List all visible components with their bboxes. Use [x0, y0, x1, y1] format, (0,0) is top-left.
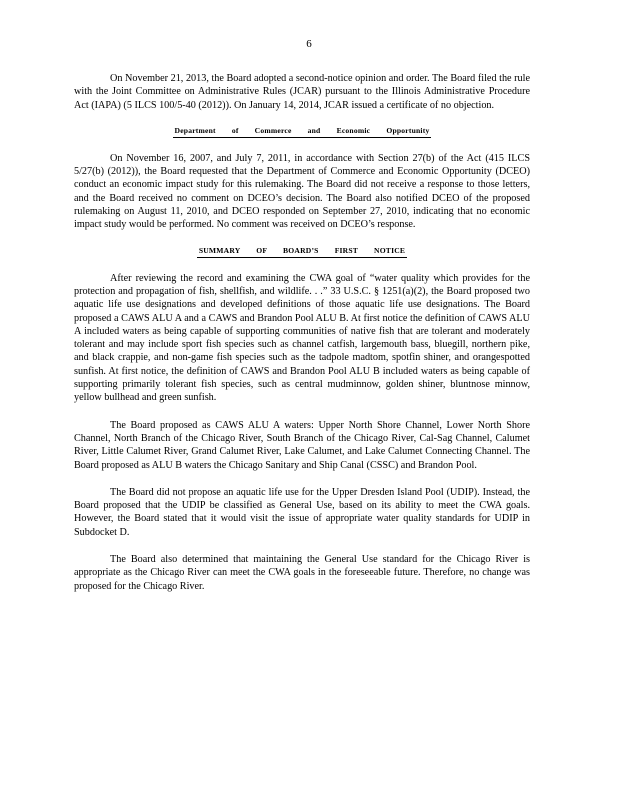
paragraph-summary-aquatic-life-uses: After reviewing the record and examining the CWA goal of “water quality which provides for the protection and propagation of fish, shellfish, and wildlife. . .” 33 U.S.C. § 1251(a)(2), the Board proposed two aquatic life use designations and developed definitions of those aquatic life use designations. The Board proposed a CAWS ALU A and a CAWS and Brandon Pool ALU B. At first notice the definition of CAWS ALU A included waters as being capable of supporting communities of native fish that are tolerant and moderately tolerant and may include sport fish species such as channel catfish, largemouth bass, bluegill, northern pike, and black crappie, and non-game fish species such as the tadpole madtom, spotfin shiner, and orangespotted sunfish. At first notice, the definition of CAWS and Brandon Pool ALU B included waters as being capable of supporting primarily tolerant fish species, such as central mudminnow, golden shiner, bluntnose minnow, yellow bullhead and green sunfish. [74, 272, 530, 404]
spacer [74, 472, 530, 486]
heading-dceo [74, 125, 530, 138]
heading-dceo-text: Department of Commerce and Economic Opportunity [173, 125, 432, 138]
spacer [74, 405, 530, 419]
heading-summary-text: SUMMARY OF BOARD’S FIRST NOTICE [197, 245, 407, 258]
paragraph-summary-chicago-river: The Board also determined that maintaining the General Use standard for the Chicago River is appropriate as the Chicago River can meet the CWA goals in the foreseeable future. Therefore, no change was proposed for the Chicago River. [74, 554, 530, 592]
spacer [74, 539, 530, 553]
page-number: 6 [306, 38, 312, 50]
paragraph-dceo: On November 16, 2007, and July 7, 2011, in accordance with Section 27(b) of the Act (415 ILCS 5/27(b) (2012)), the Board requested that the Department of Commerce and Economic Opportunity (DCEO) conduct an economic impact study for this rulemaking. The Board did not receive a response to those letters, and the Board received no comment on DCEO’s decision. The Board also notified DCEO of the proposed rulemaking on August 11, 2010, and DCEO responded on September 27, 2010, indicating that no economic impact study would be performed. No comment was received on DCEO’s response. [74, 152, 530, 231]
paragraph-summary-udip: The Board did not propose an aquatic life use for the Upper Dresden Island Pool (UDIP). Instead, the Board proposed that the UDIP be classified as General Use, based on its ability to meet the CWA goals. However, the Board stated that it would visit the issue of appropriate water quality standards for UDIP in Subdocket D. [74, 486, 530, 538]
spacer [74, 258, 530, 272]
heading-summary [74, 245, 530, 258]
document-body [74, 72, 530, 593]
spacer [74, 112, 530, 125]
spacer [74, 232, 530, 245]
paragraph-jcar: On November 21, 2013, the Board adopted a second-notice opinion and order. The Board filed the rule with the Joint Committee on Administrative Rules (JCAR) pursuant to the Illinois Administrative Procedure Act (IAPA) (5 ILCS 100/5-40 (2012)). On January 14, 2014, JCAR issued a certificate of no objection. [74, 73, 530, 111]
spacer [74, 138, 530, 152]
paragraph-summary-alu-a-waters: The Board proposed as CAWS ALU A waters: Upper North Shore Channel, Lower North Shore Channel, North Branch of the Chicago River, South Branch of the Chicago River, Cal-Sag Channel, Calumet River, Little Calumet River, Grand Calumet River, Lake Calumet, and Lake Calumet Connecting Channel. The Board proposed as ALU B waters the Chicago Sanitary and Ship Canal (CSSC) and Brandon Pool. [74, 419, 530, 471]
